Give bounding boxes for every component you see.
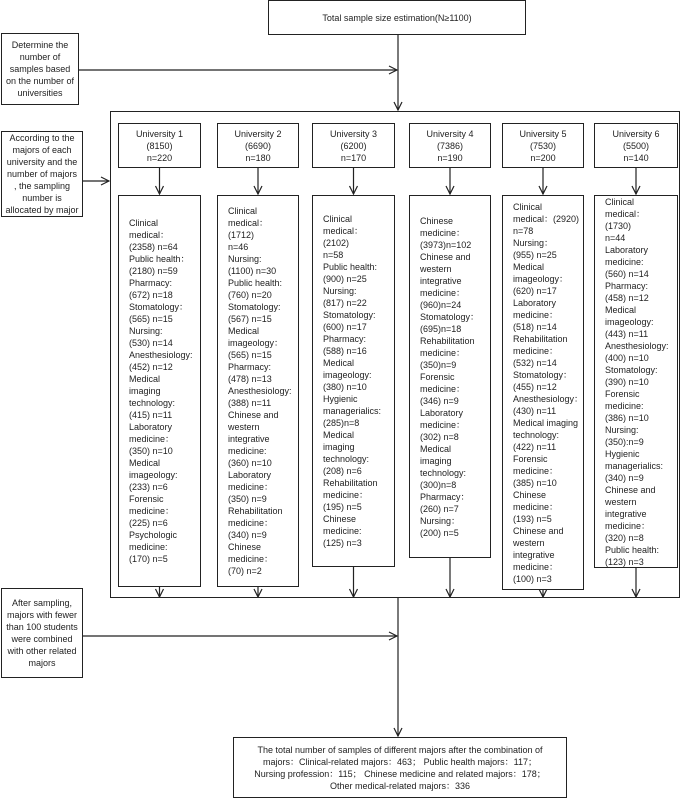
major-line: (443) n=11 bbox=[605, 328, 649, 339]
major-line: Rehabilitation bbox=[513, 333, 568, 344]
major-line: medicine： bbox=[513, 309, 559, 320]
major-line: Nursing: bbox=[129, 326, 163, 336]
major-line: (567) n=15 bbox=[228, 314, 272, 324]
major-line: Public health: bbox=[228, 278, 283, 288]
university-n: n=140 bbox=[623, 152, 649, 163]
major-line: (400) n=10 bbox=[605, 352, 649, 363]
major-line: Chinese and bbox=[228, 410, 279, 420]
major-line: n=58 bbox=[323, 250, 344, 260]
university-majors-box bbox=[409, 195, 491, 558]
university-header-box bbox=[502, 123, 584, 168]
major-line: Chinese and bbox=[605, 484, 656, 495]
major-line: imageology： bbox=[513, 273, 569, 284]
note-majors-box bbox=[1, 131, 83, 217]
major-line: Clinical bbox=[228, 206, 258, 216]
major-line: Chinese and bbox=[513, 525, 564, 536]
major-line: technology: bbox=[129, 398, 176, 408]
major-line: (388) n=11 bbox=[228, 398, 272, 408]
university-name: University 6 bbox=[612, 128, 660, 139]
major-line: (200) n=5 bbox=[420, 527, 459, 538]
note-combination-box bbox=[1, 588, 83, 678]
major-line: (455) n=12 bbox=[513, 381, 557, 392]
major-line: (560) n=14 bbox=[605, 268, 649, 279]
major-line: (350) n=10 bbox=[129, 446, 173, 456]
major-line: (430) n=11 bbox=[513, 405, 557, 416]
university-n: n=170 bbox=[340, 152, 367, 163]
major-line: Nursing： bbox=[420, 515, 461, 526]
university-total: (5500) bbox=[622, 140, 649, 151]
note-text: According to the majors of each university and the number of majors , the sampling number is allocated by major bbox=[5, 133, 79, 215]
university-total: (8150) bbox=[146, 140, 173, 151]
major-line: Laboratory bbox=[228, 470, 272, 480]
major-line: Chinese bbox=[228, 542, 262, 552]
major-line: western bbox=[228, 422, 260, 432]
major-line: medicine： bbox=[420, 287, 466, 298]
major-line: medicine: bbox=[228, 446, 267, 456]
major-line: Stomatology： bbox=[129, 302, 189, 312]
university-majors-box bbox=[118, 195, 201, 587]
major-line: Laboratory bbox=[605, 244, 649, 255]
major-line: (390) n=10 bbox=[605, 376, 649, 387]
major-line: Medical imaging bbox=[323, 430, 355, 452]
university-majors-box bbox=[217, 195, 299, 587]
major-line: medicine： bbox=[129, 506, 175, 516]
major-line: (452) n=12 bbox=[129, 362, 173, 372]
major-line: Rehabilitation bbox=[228, 506, 283, 516]
major-line: Laboratory bbox=[513, 297, 557, 308]
major-line: (233) n=6 bbox=[129, 482, 168, 492]
major-line: technology: bbox=[323, 454, 370, 464]
university-name: University 1 bbox=[135, 128, 183, 139]
university-header-box bbox=[217, 123, 299, 168]
major-line: medical：(1730) bbox=[605, 208, 646, 231]
university-majors-box bbox=[312, 195, 395, 567]
major-line: integrative bbox=[605, 508, 647, 519]
major-line: medicine： bbox=[323, 490, 369, 500]
major-line: medicine： bbox=[420, 227, 466, 238]
major-line: (588) n=16 bbox=[323, 346, 367, 356]
major-line: Clinical bbox=[129, 218, 159, 228]
major-line: (123) n=3 bbox=[605, 556, 644, 567]
note-text: Determine the number of samples based on the number of universities bbox=[5, 40, 75, 98]
major-line: (300)n=8 bbox=[420, 479, 457, 490]
major-line: (285)n=8 bbox=[323, 418, 360, 428]
major-line: Forensic bbox=[605, 388, 640, 399]
major-line: (340) n=9 bbox=[605, 472, 644, 483]
major-line: medicine： bbox=[228, 518, 274, 528]
major-line: Hygienic bbox=[323, 394, 358, 404]
major-line: Forensic bbox=[513, 453, 548, 464]
major-line: (70) n=2 bbox=[228, 566, 262, 576]
combined-totals-line: majors：Clinical-related majors：463； Public health majors：117； bbox=[263, 756, 537, 767]
major-line: (380) n=10 bbox=[323, 382, 367, 392]
major-line: (350) n=9 bbox=[228, 494, 267, 504]
university-header-box bbox=[118, 123, 201, 168]
university-header-box bbox=[594, 123, 678, 168]
major-line: Hygienic bbox=[605, 448, 640, 459]
major-line: medicine： bbox=[513, 465, 559, 476]
major-line: technology: bbox=[513, 429, 560, 440]
major-line: imageology: bbox=[323, 370, 372, 380]
university-total: (6690) bbox=[244, 140, 271, 151]
major-line: Nursing: bbox=[605, 424, 639, 435]
major-line: (695)n=18 bbox=[420, 323, 462, 334]
major-line: medicine： bbox=[420, 347, 466, 358]
major-line: (170) n=5 bbox=[129, 554, 168, 564]
major-line: technology: bbox=[420, 467, 467, 478]
total-sample-size-text: Total sample size estimation(N≥1100) bbox=[322, 12, 472, 23]
major-line: integrative bbox=[420, 275, 462, 286]
major-line: medicine： bbox=[513, 561, 559, 572]
major-line: Chinese bbox=[323, 514, 357, 524]
major-line: managerialics: bbox=[323, 406, 382, 416]
major-line: (760) n=20 bbox=[228, 290, 272, 300]
major-line: (195) n=5 bbox=[323, 502, 362, 512]
university-total: (7530) bbox=[529, 140, 556, 151]
major-line: medical：(2102) bbox=[323, 226, 364, 248]
university-header-box bbox=[312, 123, 395, 168]
major-line: Anesthesiology: bbox=[228, 386, 292, 396]
major-line: (360) n=10 bbox=[228, 458, 272, 468]
major-line: Laboratory bbox=[420, 407, 464, 418]
major-line: (565) n=15 bbox=[228, 350, 272, 360]
major-line: medicine： bbox=[129, 434, 175, 444]
major-line: (960)n=24 bbox=[420, 299, 462, 310]
major-line: (225) n=6 bbox=[129, 518, 168, 528]
major-line: medical：(2920) bbox=[513, 213, 580, 224]
major-line: (3973)n=102 bbox=[420, 239, 472, 250]
major-line: Nursing： bbox=[513, 237, 554, 248]
major-line: (955) n=25 bbox=[513, 249, 557, 260]
university-n: n=190 bbox=[437, 152, 463, 163]
major-line: (532) n=14 bbox=[513, 357, 557, 368]
major-line: medicine： bbox=[420, 419, 466, 430]
note-text: After sampling, majors with fewer than 100 students were combined with other related majors bbox=[6, 598, 78, 668]
major-line: Medical bbox=[513, 261, 545, 272]
combined-totals-line: Nursing profession：115； Chinese medicine and related majors：178； bbox=[254, 768, 546, 779]
university-name: University 4 bbox=[426, 128, 474, 139]
university-name: University 2 bbox=[234, 128, 282, 139]
major-line: medicine： bbox=[513, 345, 559, 356]
university-header-box bbox=[409, 123, 491, 168]
major-line: Pharmacy: bbox=[323, 334, 367, 344]
combined-totals-box bbox=[233, 737, 567, 798]
major-line: Chinese bbox=[420, 215, 454, 226]
major-line: medicine: bbox=[129, 542, 168, 552]
major-line: Public health: bbox=[323, 262, 378, 272]
university-total: (7386) bbox=[436, 140, 463, 151]
major-line: n=44 bbox=[605, 232, 626, 243]
major-line: (422) n=11 bbox=[513, 441, 557, 452]
major-line: Pharmacy: bbox=[228, 362, 272, 372]
major-line: Anesthesiology: bbox=[605, 340, 669, 351]
major-line: (193) n=5 bbox=[513, 513, 552, 524]
major-line: (386) n=10 bbox=[605, 412, 649, 423]
major-line: Public health： bbox=[129, 254, 190, 264]
major-line: (385) n=10 bbox=[513, 477, 557, 488]
major-line: medicine： bbox=[228, 554, 274, 564]
major-line: (672) n=18 bbox=[129, 290, 173, 300]
major-line: (530) n=14 bbox=[129, 338, 173, 348]
major-line: (350)n=9 bbox=[420, 359, 457, 370]
major-line: Stomatology: bbox=[323, 310, 376, 320]
major-line: Public health: bbox=[605, 544, 660, 555]
major-line: medicine： bbox=[420, 383, 466, 394]
major-line: Medical bbox=[228, 326, 260, 336]
note-universities-box bbox=[1, 33, 79, 105]
major-line: (565) n=15 bbox=[129, 314, 173, 324]
major-line: Forensic bbox=[420, 371, 455, 382]
major-line: (415) n=11 bbox=[129, 410, 173, 420]
major-line: Medical bbox=[605, 304, 637, 315]
major-line: Anesthesiology: bbox=[129, 350, 193, 360]
major-line: (208) n=6 bbox=[323, 466, 362, 476]
major-line: Medical imaging bbox=[129, 374, 161, 396]
major-line: Pharmacy: bbox=[129, 278, 173, 288]
major-line: Medical imaging bbox=[513, 417, 579, 428]
major-line: Clinical bbox=[323, 214, 353, 224]
major-line: (302) n=8 bbox=[420, 431, 459, 442]
major-line: Nursing: bbox=[228, 254, 262, 264]
major-line: (340) n=9 bbox=[228, 530, 267, 540]
major-line: (900) n=25 bbox=[323, 274, 367, 284]
major-line: Stomatology: bbox=[228, 302, 281, 312]
major-line: Stomatology: bbox=[605, 364, 658, 375]
major-line: (458) n=12 bbox=[605, 292, 649, 303]
major-line: medicine： bbox=[605, 520, 651, 531]
major-line: Medical bbox=[323, 358, 355, 368]
major-line: Pharmacy： bbox=[420, 491, 470, 502]
major-line: (346) n=9 bbox=[420, 395, 459, 406]
major-line: medicine： bbox=[513, 501, 559, 512]
major-line: medicine: bbox=[323, 526, 362, 536]
major-line: medicine： bbox=[228, 482, 274, 492]
major-line: (100) n=3 bbox=[513, 573, 552, 584]
major-line: integrative bbox=[228, 434, 270, 444]
major-line: (2180) n=59 bbox=[129, 266, 178, 276]
major-line: Psychologic bbox=[129, 530, 178, 540]
major-line: Chinese bbox=[513, 489, 547, 500]
major-line: Stomatology： bbox=[513, 369, 573, 380]
major-line: n=78 bbox=[513, 225, 534, 236]
major-line: Rehabilitation bbox=[420, 335, 475, 346]
major-line: n=46 bbox=[228, 242, 249, 252]
university-majors-box bbox=[502, 195, 584, 590]
major-line: Anesthesiology： bbox=[513, 393, 584, 404]
combined-totals-line: The total number of samples of different majors after the combination of bbox=[257, 744, 543, 755]
major-line: imageology： bbox=[228, 338, 284, 348]
university-n: n=220 bbox=[146, 152, 173, 163]
major-line: medicine: bbox=[605, 400, 644, 411]
university-name: University 5 bbox=[519, 128, 567, 139]
major-line: Clinical bbox=[605, 196, 635, 207]
major-line: medical： bbox=[129, 230, 170, 240]
university-n: n=180 bbox=[245, 152, 271, 163]
major-line: (817) n=22 bbox=[323, 298, 367, 308]
major-line: Stomatology： bbox=[420, 311, 480, 322]
major-line: (350):n=9 bbox=[605, 436, 644, 447]
major-line: (125) n=3 bbox=[323, 538, 362, 548]
university-majors-box bbox=[594, 195, 678, 568]
major-line: (2358) n=64 bbox=[129, 242, 178, 252]
major-line: Clinical bbox=[513, 201, 543, 212]
major-line: western bbox=[420, 263, 452, 274]
major-line: (600) n=17 bbox=[323, 322, 367, 332]
major-line: Forensic bbox=[129, 494, 164, 504]
total-sample-size-box bbox=[268, 0, 526, 35]
major-line: medicine: bbox=[605, 256, 644, 267]
major-line: western bbox=[513, 537, 545, 548]
university-n: n=200 bbox=[530, 152, 556, 163]
major-line: imageology: bbox=[605, 316, 654, 327]
major-line: (620) n=17 bbox=[513, 285, 557, 296]
major-line: Chinese and bbox=[420, 251, 471, 262]
major-line: Medical bbox=[129, 458, 161, 468]
major-line: Laboratory bbox=[129, 422, 173, 432]
major-line: (478) n=13 bbox=[228, 374, 272, 384]
major-line: (1100) n=30 bbox=[228, 266, 277, 276]
major-line: (260) n=7 bbox=[420, 503, 459, 514]
major-line: managerialics: bbox=[605, 460, 664, 471]
major-line: medical：(1712) bbox=[228, 218, 269, 240]
combined-totals-line: Other medical-related majors：336 bbox=[329, 780, 471, 791]
major-line: Nursing: bbox=[323, 286, 357, 296]
major-line: western bbox=[605, 496, 637, 507]
university-total: (6200) bbox=[340, 140, 367, 151]
major-line: (320) n=8 bbox=[605, 532, 644, 543]
major-line: imageology: bbox=[129, 470, 178, 480]
major-line: Pharmacy: bbox=[605, 280, 649, 291]
major-line: integrative bbox=[513, 549, 555, 560]
major-line: (518) n=14 bbox=[513, 321, 557, 332]
major-line: Rehabilitation bbox=[323, 478, 378, 488]
major-line: Medical imaging bbox=[420, 443, 452, 466]
university-name: University 3 bbox=[329, 128, 377, 139]
